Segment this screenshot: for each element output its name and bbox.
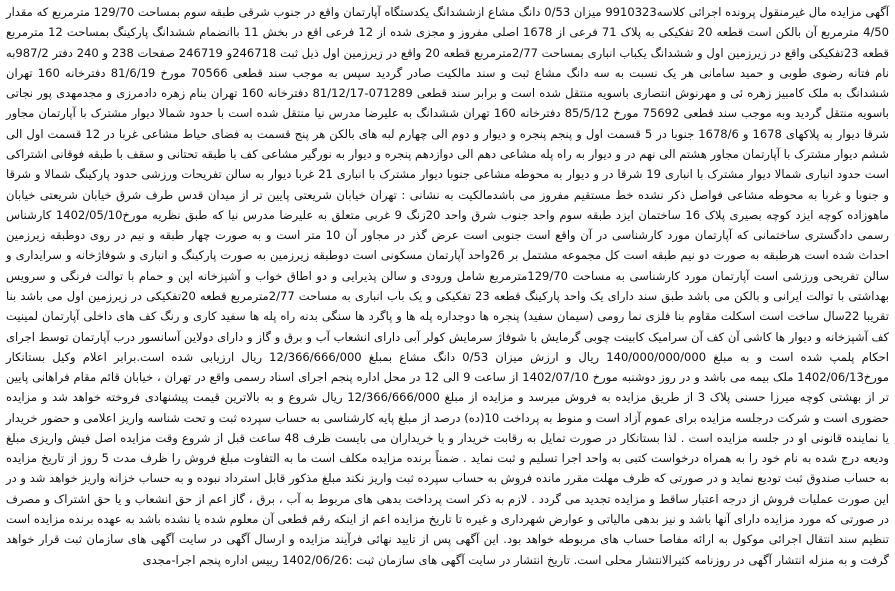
auction-notice-text: آگهی مزایده مال غیرمنقول پرونده اجرائی کلاسه9910323 میزان 0/53 دانگ مشاع ازششدانگ یکدستگاه آپارتمان واقع در جنوب شرقی طبقه سوم بمساحت 129/70 مترمربع که مقدار 4/50 مترمربع آن بالکن است قطعه 20 تفکیکی به پلاک 71 فرعی از 1678 اصلی مفروز و مجزی شده از 12 فرعی اقع در بخش 11 باانضمام ششدانگ پارکینگ بمساحت 12 مترمربع قطعه 23تفکیکی واقع در زیرزمین اول و ششدانگ یکباب انباری بمساحت 2/77مترمربع قطعه 20 واقع در زیرزمین اول ذیل ثبت 246718و 246719 صفحات 238 و 240 دفتر 987/2به نام فتانه رضوی طوبی و حمید سامانی هر یک نسبت به سه دانگ مشاع ثبت و سند مالکیت صادر گردید سپس به موجب سند قطعی 70566 مورخ 81/6/19 دفترخانه 160 تهران ششدانگ به ملک کامبیز زهره ئی و مهرنوش انتصاری باسویه منتقل شده است و برابر سند قطعی 071289-81/12/17 دفترخانه 160 تهران بنام زهره دادمرزی و مجدمهدی پور نجاتی باسویه منتقل گردید وبه موجب سند قطعی 75692 مورخ 85/5/12 دفترخانه 160 تهران ششدانگ به علیرضا مدرس نیا منتقل شده است با حدود شمالا دیوار مشترک با آپارتمان مجاور شرقا دیوار به پلاکهای 1678 و 1678/6 جنوبا در 5 قسمت اول و پنجم پنجره و دیوار و دوم الی چهارم لبه های بالکن هر پنج قسمت به فضای حیاط مشاعی غربا در 12 قسمت اول الی ششم دیوار مشترک با آپارتمان مجاور هشتم الی نهم در و دیوار به راه پله مشاعی دهم الی دوازدهم پنجره و دیوار به نورگیر مشاعی کف با طبقه تحتانی و سقف با طبقه فوقانی اشتراکی است حدود انباری شمالا دیوار مشترک با انباری 19 شرقا در و دیوار به محوطه مشاعی جنوبا دیوار مشترک با انباری 21 غربا دیوار به سالن تفریحات ورزشی حدود پارکینگ شمالا و شرقا و جنوبا و غربا به محوطه مشاعی فواصل ذکر نشده خط مستقیم مفروز می باشدمالکیت به نشانی : تهران خیابان شریعتی پایین تر از میدان قدس طرف شرق خیابان شریعتی خیابان ماهوزاده کوچه ایزد کوچه بصیری پلاک 16 ساختمان ایزد طبقه سوم واحد جنوب شرق واحد 20زنگ 9 غربی متعلق به علیرضا مدرس نیا که طبق نظریه مورخ1402/05/10 کارشناس رسمی دادگستری ساختمانی که آپارتمان مورد کارشناسی در آن واقع است جنوبی است عرض گذر در مجاور آن 10 متر است و به صورت چهار طبقه و نیم در روی دوطبقه زیرزمین احداث شده است هرطبقه به صورت دو نیم طبقه است کل مجموعه مشتمل بر 26واحد آپارتمان مسکونی است دوطبقه زیرزمین به صورت پارکینگ و انباری و شوفاژخانه و سرایداری و سالن تفریحی ورزشی است آپارتمان مورد کارشناسی به مساحت 129/70مترمربع شامل ورودی و سالن پذیرایی و دو اطاق خواب و آشپزخانه اپن و حمام با توالت فرنگی و سرویس بهداشتی با توالت ایرانی و بالکن می باشد طبق سند دارای یک واحد پارکینگ قطعه 23 تفکیکی و یک باب انباری به مساحت 2/77مترمربع قطعه 20تفکیکی در زیرزمین اول می باشد بنا تقریبا 22سال ساخت است اسکلت مقاوم بنا فلزی نما رومی (سیمان سفید) پنجره ها دوجداره پله ها و پاگرد ها سنگی بدنه راه پله ها سفید کاری و رنگ کف های داخلی آپارتمان لمینیت کف آشپزخانه و دیوار ها کاشی آن کف آن سرامیک کابینت چوبی گرمایش با شوفاژ سرمایش کولر آبی دارای انشعاب آب و برق و گاز و دارای دولاین آسانسور درب آپارتمان توسط اجرای احکام پلمپ شده است و به مبلغ 140/000/000/000 ریال و ارزش میزان 0/53 دانگ مشاع بمبلغ 12/366/666/000 ریال ارزیابی شده است.برابر اعلام وکیل بستانکار مورخ1402/06/13 ملک بیمه می باشد و در روز دوشنبه مورخ 1402/07/10 از ساعت 9 الی 12 در محل اداره پنجم اجرای اسناد رسمی واقع در تهران ، خیابان قائم مقام فراهانی پایین تر از بهشتی کوچه میرزا حسنی پلاک 3 از طریق مزایده به فروش میرسد و مزایده از مبلغ 12/366/666/000 ریال شروع و به بالاترین قیمت پیشنهادی فروخته خواهد شد و مزایده حضوری است و شرکت درجلسه مزایده برای عموم آزاد است و منوط به پرداخت 10(ده) درصد از مبلغ پایه کارشناسی به حساب سپرده ثبت و تحت شناسه واریز اعلامی و حضور خریدار یا نماینده قانونی او در جلسه مزایده است . لذا بستانکار در صورت تمایل به رقابت خریدار و یا خریداران می بایست ظرف 48 ساعت قبل از شروع وقت مزایده اصل فیش واریزی مبلغ ودیعه درج شده به نام خود را به همراه درخواست کتبی به واحد اجرا تسلیم و ثبت نماید . ضمناً برنده مزایده مکلف است ما به التفاوت مبلغ فروش را ظرف مدت 5 روز از تاریخ مزایده به حساب صندوق ثبت تودیع نماید و در صورتی که ظرف مهلت مقرر مانده فروش به حساب سپرده ثبت واریز نکند مبلغ مذکور قابل استرداد نبوده و به حساب خزانه واریز خواهد شد و در این صورت عملیات فروش از درجه اعتبار ساقط و مزایده تجدید می گردد . لازم به ذکر است پرداخت بدهی های مربوط به آب ، برق ، گاز اعم از حق انشعاب و یا حق اشتراک و مصرف در صورتی که مورد مزایده دارای آنها باشد و نیز بدهی مالیاتی و عوارض شهرداری و غیره تا تاریخ مزایده اعم از اینکه رقم قطعی آن معلوم شده یا نشده باشد به عهده برنده مزایده است تنظیم سند انتقال اجرائی موکول به ارائه مفاصا حساب های مربوطه خواهد بود. این آگهی پس از تایید نهائی فرآیند مزایده و ارسال آگهی در سایت آگهی های سازمان ثبت قرار خواهد گرفت و به منزله انتشار آگهی در روزنامه کثیرالانتشار محلی است. تاریخ انتشار در سایت آگهی های سازمان ثبت :1402/06/26 رییس اداره پنجم اجرا-مجدی [6, 5, 890, 567]
